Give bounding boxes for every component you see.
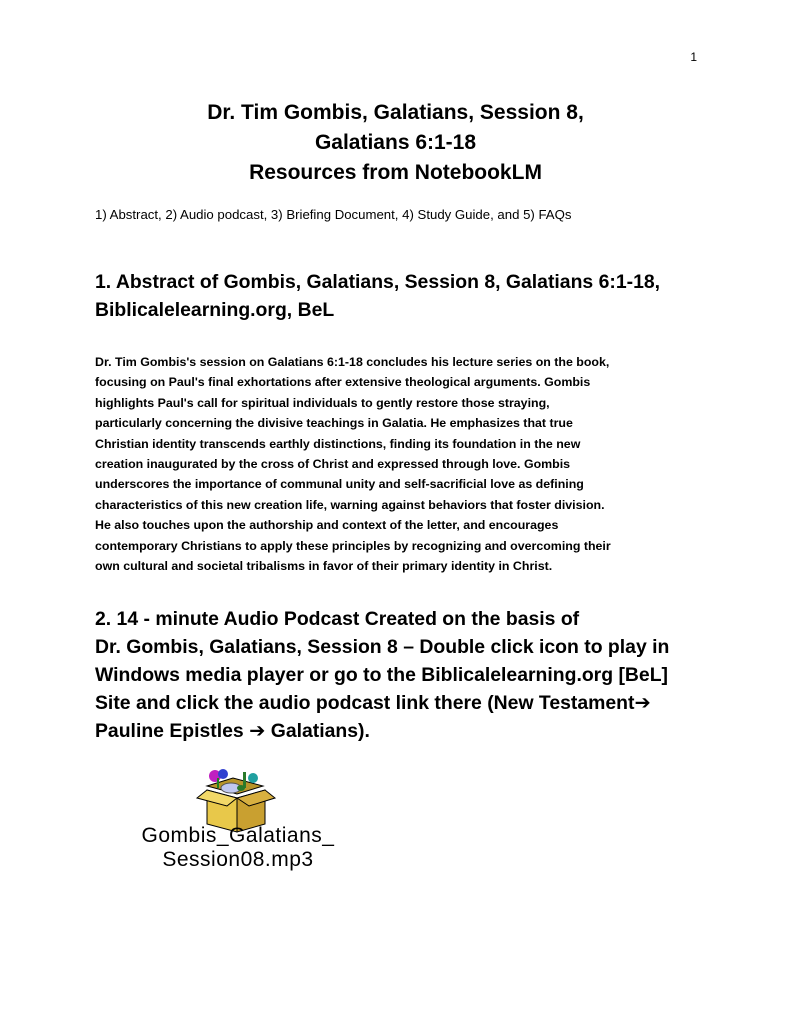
- section-2-line-4-text: Site and click the audio podcast link there (New Testament: [95, 692, 635, 714]
- abstract-line: characteristics of this new creation life, warning against behaviors that foster division.: [95, 497, 605, 512]
- section-1-heading-line-1: 1. Abstract of Gombis, Galatians, Session 8, Galatians 6:1-18,: [95, 271, 661, 293]
- section-2-line-5: [95, 717, 715, 745]
- abstract-line: highlights Paul's call for spiritual individuals to gently restore those straying,: [95, 395, 550, 410]
- title-line-3: Resources from NotebookLM: [249, 161, 542, 184]
- audio-file-name[interactable]: [95, 824, 381, 872]
- abstract-line: Dr. Tim Gombis's session on Galatians 6:1-18 concludes his lecture series on the book,: [95, 355, 610, 369]
- abstract-line: contemporary Christians to apply these principles by recognizing and overcoming their: [95, 538, 611, 553]
- section-1-heading: [95, 268, 705, 324]
- abstract-body: [95, 352, 707, 576]
- document-title: [0, 98, 791, 188]
- section-2-line-4: [95, 689, 715, 717]
- abstract-line: Christian identity transcends earthly distinctions, finding its foundation in the new: [95, 436, 581, 451]
- section-1-heading-line-2: Biblicalelearning.org, BeL: [95, 299, 335, 321]
- section-2-line-5-post: Galatians).: [265, 720, 370, 742]
- audio-file-name-line-2: Session08.mp3: [162, 848, 314, 871]
- page-number: 1: [690, 50, 697, 64]
- section-2-line-3: Windows media player or go to the Biblicalelearning.org [BeL]: [95, 664, 668, 686]
- title-line-1: Dr. Tim Gombis, Galatians, Session 8,: [207, 101, 584, 124]
- title-line-2: Galatians 6:1-18: [314, 131, 477, 154]
- right-arrow-icon: ➔: [634, 692, 651, 714]
- abstract-line: own cultural and societal tribalisms in favor of their primary identity in Christ.: [95, 559, 553, 574]
- resources-list: 1) Abstract, 2) Audio podcast, 3) Briefing Document, 4) Study Guide, and 5) FAQs: [95, 207, 572, 222]
- section-2-line-1: 2. 14 - minute Audio Podcast Created on the basis of: [95, 608, 580, 630]
- abstract-line: underscores the importance of communal unity and self-sacrificial love as defining: [95, 477, 584, 492]
- abstract-line: creation inaugurated by the cross of Christ and expressed through love. Gombis: [95, 457, 571, 472]
- audio-file-name-line-1: Gombis_Galatians_: [141, 824, 335, 847]
- abstract-line: He also touches upon the authorship and context of the letter, and encourages: [95, 518, 559, 533]
- section-2-line-2: Dr. Gombis, Galatians, Session 8 – Double click icon to play in: [95, 636, 670, 658]
- section-2-heading: [95, 605, 715, 745]
- right-arrow-icon: ➔: [249, 720, 266, 742]
- abstract-line: focusing on Paul's final exhortations after extensive theological arguments. Gombis: [95, 375, 591, 390]
- section-2-line-5-pre: Pauline Epistles: [95, 720, 250, 742]
- abstract-line: particularly concerning the divisive teachings in Galatia. He emphasizes that true: [95, 416, 573, 431]
